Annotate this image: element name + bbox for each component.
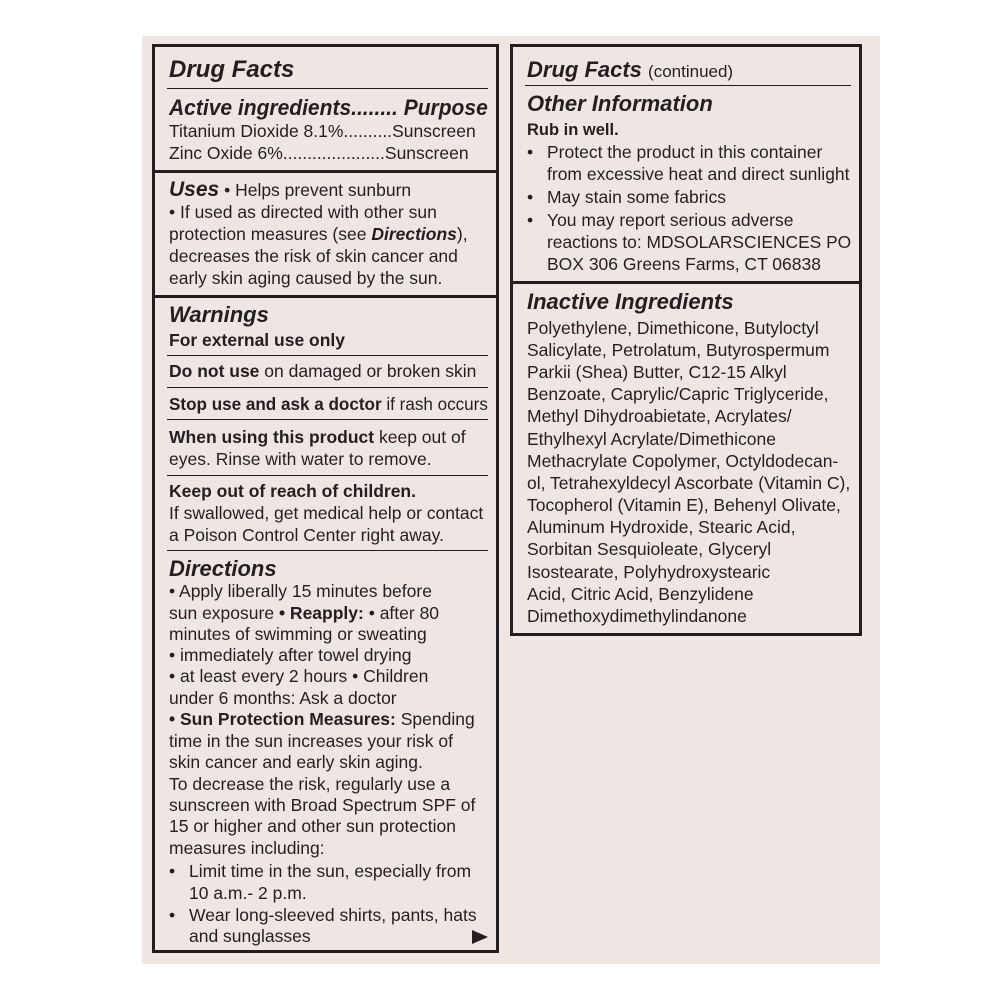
inactive-ingredients-text: Dimethoxydimethylindanone <box>527 606 747 626</box>
inactive-ingredients-text: Salicylate, Petrolatum, Butyrospermum <box>527 340 830 360</box>
directions-text: • at least every 2 hours • Children <box>169 666 429 686</box>
directions-text: minutes of swimming or sweating <box>169 624 427 644</box>
other-info-text: May stain some fabrics <box>547 187 726 207</box>
do-not-use-label: Do not use <box>169 361 260 381</box>
do-not-use-detail: on damaged or broken skin <box>259 361 477 381</box>
directions-text: sunscreen with Broad Spectrum SPF of <box>169 795 476 815</box>
keep-out-title: Keep out of reach of children. <box>169 481 416 501</box>
divider <box>167 88 488 89</box>
stop-use-text <box>169 394 488 416</box>
bullet: • <box>527 142 534 162</box>
directions-text-part: • after 80 <box>363 603 440 623</box>
sun-protection-label: • Sun Protection Measures: <box>169 709 396 729</box>
directions-text-part: Spending <box>395 709 475 729</box>
inactive-ingredients-text: Ethylhexyl Acrylate/Dimethicone <box>527 429 776 449</box>
bullet: • <box>527 210 534 230</box>
inactive-ingredients-text: Aluminum Hydroxide, Stearic Acid, <box>527 517 796 537</box>
directions-text: and sunglasses <box>189 926 311 946</box>
inactive-ingredients-text: Tocopherol (Vitamin E), Behenyl Olivate, <box>527 495 841 515</box>
uses-text: • If used as directed with other sun <box>169 202 437 222</box>
divider <box>525 85 851 86</box>
keep-out-text: a Poison Control Center right away. <box>169 525 444 545</box>
directions-text: skin cancer and early skin aging. <box>169 752 423 772</box>
directions-text: 15 or higher and other sun protection <box>169 816 456 836</box>
directions-title: Directions <box>169 556 277 581</box>
inactive-ingredients-title: Inactive Ingredients <box>527 289 734 314</box>
directions-text: Wear long-sleeved shirts, pants, hats <box>189 905 477 925</box>
directions-text: measures including: <box>169 838 325 858</box>
directions-text: To decrease the risk, regularly use a <box>169 774 451 794</box>
when-using-label: When using this product <box>169 427 375 447</box>
inactive-ingredients-text: Sorbitan Sesquioleate, Glyceryl <box>527 539 772 559</box>
ingredient-purpose: Sunscreen <box>384 143 469 163</box>
active-ingredients-label: Active ingredients........ <box>169 95 398 120</box>
other-info-text: You may report serious adverse <box>547 210 794 230</box>
drug-facts-continued-panel <box>510 44 862 284</box>
purpose-label: Purpose <box>403 95 488 120</box>
bullet: • <box>169 905 176 925</box>
uses-line <box>169 179 411 202</box>
inactive-ingredients-text: Isostearate, Polyhydroxystearic <box>527 562 771 582</box>
other-info-text: Protect the product in this container <box>547 142 823 162</box>
drug-facts-continued-title <box>527 57 733 85</box>
uses-text-part: ), <box>456 224 468 244</box>
other-info-text: from excessive heat and direct sunlight <box>547 164 850 184</box>
inactive-ingredients-text: Benzoate, Caprylic/Capric Triglyceride, <box>527 384 829 404</box>
bullet: • <box>169 861 176 881</box>
directions-text: • Apply liberally 15 minutes before <box>169 581 432 601</box>
divider <box>167 419 488 420</box>
stop-use-detail: if rash occurs <box>381 394 488 414</box>
directions-text: under 6 months: Ask a doctor <box>169 688 397 708</box>
reapply-label: • Reapply: <box>278 603 364 623</box>
inactive-ingredients-text: Acid, Citric Acid, Benzylidene <box>527 584 754 604</box>
when-using-detail: keep out of <box>374 427 466 447</box>
warnings-title: Warnings <box>169 302 269 327</box>
when-using-text: eyes. Rinse with water to remove. <box>169 449 432 469</box>
divider <box>167 387 488 388</box>
uses-text <box>169 224 468 246</box>
active-ingredients-header <box>169 95 488 121</box>
other-information-title: Other Information <box>527 91 713 116</box>
ingredient-row <box>169 143 469 165</box>
directions-reference: Directions <box>371 224 457 244</box>
directions-text <box>169 603 439 625</box>
ingredient-purpose: Sunscreen <box>392 121 476 141</box>
when-using-text <box>169 427 466 449</box>
inactive-ingredients-text: Polyethylene, Dimethicone, Butyloctyl <box>527 318 819 338</box>
directions-text: Limit time in the sun, especially from <box>189 861 472 881</box>
section-divider <box>155 170 496 173</box>
uses-text: decreases the risk of skin cancer and <box>169 246 458 266</box>
inactive-ingredients-text: Methyl Dihydroabietate, Acrylates/ <box>527 406 792 426</box>
divider <box>167 475 488 476</box>
ingredient-name: Zinc Oxide 6%..................... <box>169 143 385 163</box>
ingredient-row <box>169 121 476 143</box>
keep-out-text: If swallowed, get medical help or contact <box>169 503 484 523</box>
rub-in-text: Rub in well. <box>527 121 619 139</box>
external-use-text: For external use only <box>169 330 346 350</box>
do-not-use-text <box>169 361 476 383</box>
uses-text: • Helps prevent sunburn <box>224 180 412 200</box>
inactive-ingredients-text: ol, Tetrahexyldecyl Ascorbate (Vitamin C), <box>527 473 851 493</box>
uses-title: Uses <box>169 178 220 201</box>
drug-facts-left-panel <box>152 44 499 953</box>
section-divider <box>155 295 496 298</box>
divider <box>167 355 488 356</box>
directions-text: time in the sun increases your risk of <box>169 731 454 751</box>
directions-text: 10 a.m.- 2 p.m. <box>189 883 307 903</box>
inactive-ingredients-text: Methacrylate Copolymer, Octyldodecan- <box>527 451 839 471</box>
inactive-ingredients-panel <box>510 284 862 636</box>
continued-label: (continued) <box>648 62 734 81</box>
stop-use-label: Stop use and ask a doctor <box>169 394 382 414</box>
ingredient-name: Titanium Dioxide 8.1%.......... <box>169 121 393 141</box>
other-info-text: BOX 306 Greens Farms, CT 06838 <box>547 254 821 274</box>
other-info-text: reactions to: MDSOLARSCIENCES PO <box>547 232 852 252</box>
bullet: • <box>527 187 534 207</box>
directions-text-part: sun exposure <box>169 603 279 623</box>
divider <box>167 550 488 551</box>
drug-facts-title: Drug Facts <box>169 56 295 83</box>
drug-facts-title: Drug Facts <box>527 57 642 82</box>
uses-text: early skin aging caused by the sun. <box>169 268 443 288</box>
continue-arrow-icon <box>472 930 488 944</box>
inactive-ingredients-text: Parkii (Shea) Butter, C12-15 Alkyl <box>527 362 787 382</box>
directions-text: • immediately after towel drying <box>169 645 412 665</box>
uses-text-part: protection measures (see <box>169 224 372 244</box>
directions-text <box>169 709 475 731</box>
